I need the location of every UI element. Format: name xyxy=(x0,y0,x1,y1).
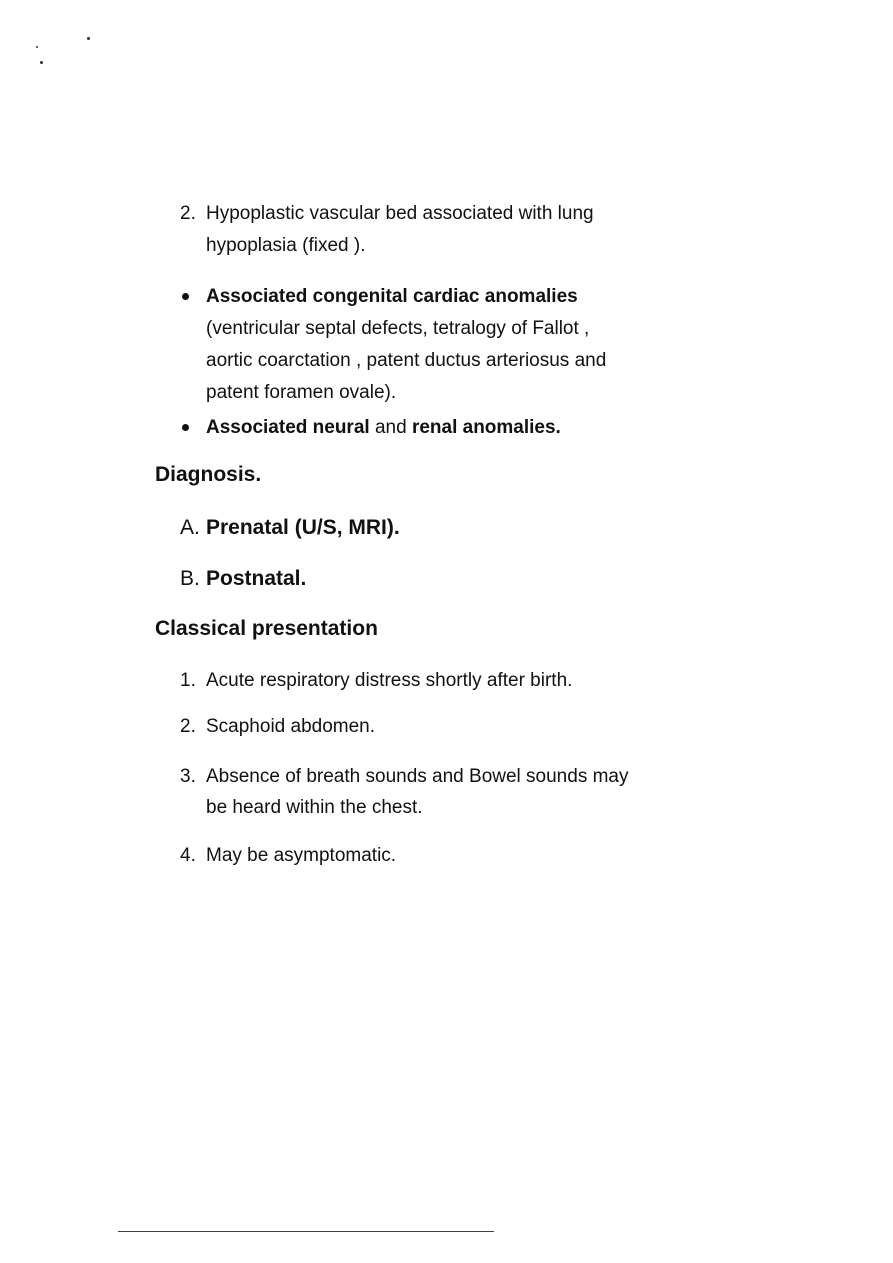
list-item xyxy=(0,665,893,699)
list-text-line: patent foramen ovale). xyxy=(206,382,397,403)
list-item xyxy=(0,711,893,745)
bullet-icon xyxy=(182,293,189,300)
list-item-postnatal xyxy=(0,563,893,597)
list-text-line: hypoplasia (fixed ). xyxy=(206,235,366,256)
list-letter: B. xyxy=(180,567,200,590)
bullet-item-neural xyxy=(0,412,893,446)
list-number: 1. xyxy=(180,670,196,691)
section-heading-classical: Classical presentation xyxy=(155,617,378,640)
list-letter: A. xyxy=(180,516,200,539)
bullet-bold-text: Associated neural xyxy=(206,417,370,438)
list-text-line: (ventricular septal defects, tetralogy of Fallot , xyxy=(206,318,590,339)
list-text-line: be heard within the chest. xyxy=(206,797,423,818)
list-text-line: aortic coarctation , patent ductus arteriosus and xyxy=(206,350,607,371)
list-text-line: Absence of breath sounds and Bowel sounds may xyxy=(206,766,629,787)
list-text-line: May be asymptomatic. xyxy=(206,845,397,866)
list-number: 2. xyxy=(180,203,196,224)
bullet-item-cardiac xyxy=(0,281,893,411)
list-item xyxy=(0,761,893,827)
bullet-icon xyxy=(182,424,189,431)
list-text-line: Scaphoid abdomen. xyxy=(206,716,376,737)
list-item-prenatal xyxy=(0,512,893,546)
list-item-hypoplastic xyxy=(0,198,893,268)
list-number: 3. xyxy=(180,766,196,787)
footer-divider xyxy=(118,1231,494,1232)
bullet-bold-text: renal anomalies. xyxy=(411,417,561,438)
section-heading-diagnosis: Diagnosis. xyxy=(155,463,262,486)
bullet-text xyxy=(206,412,561,444)
scan-speck xyxy=(87,37,90,40)
scan-speck xyxy=(40,61,43,64)
list-item xyxy=(0,840,893,874)
list-text-line: Postnatal. xyxy=(206,567,307,590)
list-text-line: Prenatal (U/S, MRI). xyxy=(206,516,400,539)
bullet-plain-text: and xyxy=(369,417,412,438)
list-text-line: Acute respiratory distress shortly after birth. xyxy=(206,670,573,691)
bullet-bold-text: Associated congenital cardiac anomalies xyxy=(206,286,578,307)
list-text-line: Hypoplastic vascular bed associated with lung xyxy=(206,203,594,224)
scan-speck xyxy=(36,46,38,48)
list-number: 4. xyxy=(180,845,196,866)
list-number: 2. xyxy=(180,716,196,737)
